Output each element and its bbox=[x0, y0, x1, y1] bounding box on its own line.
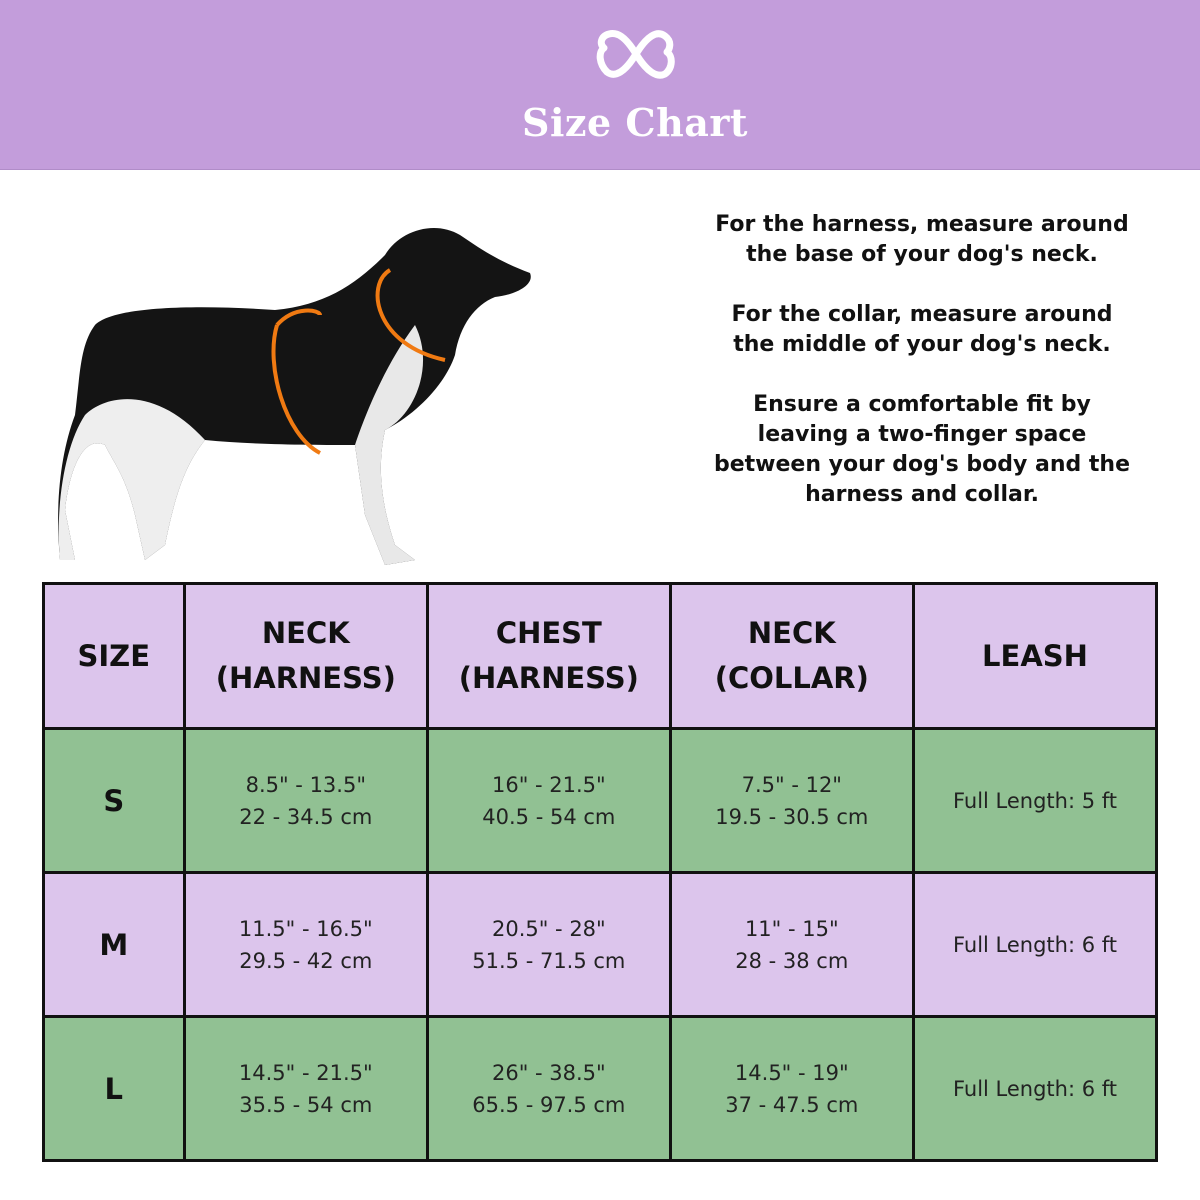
fit-instruction: Ensure a comfortable fit by leaving a two-finger space between your dog's body and the harness and collar. bbox=[713, 392, 1131, 507]
chest-harness-cell: 26" - 38.5" 65.5 - 97.5 cm bbox=[428, 1017, 671, 1161]
header-size: SIZE bbox=[44, 584, 185, 729]
dog-photo bbox=[55, 215, 545, 575]
size-table bbox=[42, 582, 1158, 1162]
chest-harness-cell: 16" - 21.5" 40.5 - 54 cm bbox=[428, 729, 671, 873]
table-row bbox=[44, 1017, 1157, 1161]
neck-collar-cell: 14.5" - 19" 37 - 47.5 cm bbox=[670, 1017, 913, 1161]
leash-cell: Full Length: 5 ft bbox=[913, 729, 1156, 873]
neck-harness-cell: 11.5" - 16.5" 29.5 - 42 cm bbox=[184, 873, 428, 1017]
harness-instruction: For the harness, measure around the base of your dog's neck. bbox=[715, 212, 1129, 267]
header-neck-collar: NECK (COLLAR) bbox=[670, 584, 913, 729]
size-cell: S bbox=[44, 729, 185, 873]
neck-harness-cell: 8.5" - 13.5" 22 - 34.5 cm bbox=[184, 729, 428, 873]
page-title: Size Chart bbox=[522, 100, 748, 145]
leash-cell: Full Length: 6 ft bbox=[913, 873, 1156, 1017]
header-leash: LEASH bbox=[913, 584, 1156, 729]
leash-cell: Full Length: 6 ft bbox=[913, 1017, 1156, 1161]
header-chest-harness: CHEST (HARNESS) bbox=[428, 584, 671, 729]
size-cell: L bbox=[44, 1017, 185, 1161]
neck-collar-cell: 7.5" - 12" 19.5 - 30.5 cm bbox=[670, 729, 913, 873]
table-row bbox=[44, 729, 1157, 873]
table-header-row bbox=[44, 584, 1157, 729]
collar-instruction: For the collar, measure around the middle of your dog's neck. bbox=[731, 302, 1113, 357]
infinity-hearts-icon bbox=[595, 28, 677, 80]
table-row bbox=[44, 873, 1157, 1017]
chest-harness-cell: 20.5" - 28" 51.5 - 71.5 cm bbox=[428, 873, 671, 1017]
neck-harness-cell: 14.5" - 21.5" 35.5 - 54 cm bbox=[184, 1017, 428, 1161]
size-cell: M bbox=[44, 873, 185, 1017]
header-banner bbox=[0, 0, 1200, 170]
measuring-instructions bbox=[712, 210, 1132, 540]
header-neck-harness: NECK (HARNESS) bbox=[184, 584, 428, 729]
neck-collar-cell: 11" - 15" 28 - 38 cm bbox=[670, 873, 913, 1017]
